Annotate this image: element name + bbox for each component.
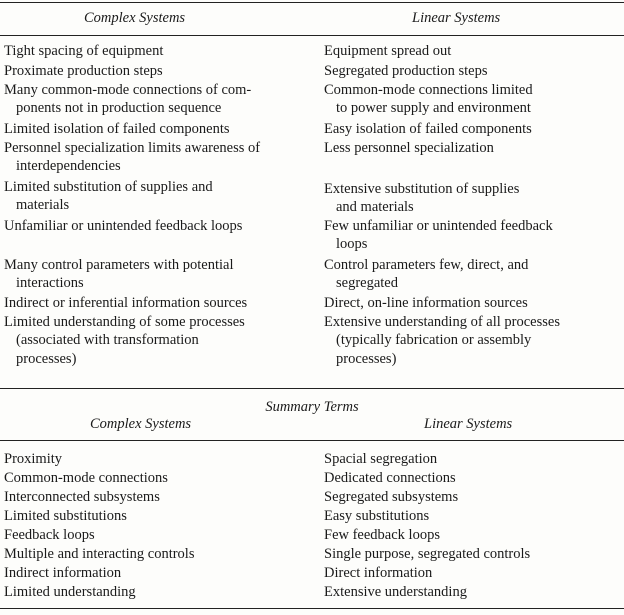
linear-cell: Few unfamiliar or unintended feedback loops	[324, 218, 553, 253]
linear-cell: Single purpose, segregated controls	[324, 546, 531, 562]
complex-cell: Limited understanding of some processes (associated with transformation processes)	[4, 314, 245, 367]
complex-cell: Limited substitutions	[4, 508, 127, 524]
linear-cell: Segregated subsystems	[324, 489, 459, 505]
complex-cell: Limited isolation of failed components	[4, 121, 230, 137]
linear-systems-header: Linear Systems	[412, 10, 501, 26]
complex-systems-header: Complex Systems	[84, 10, 186, 26]
linear-cell: Extensive understanding	[324, 584, 467, 600]
linear-cell: Extensive substitution of supplies and materials	[324, 181, 520, 216]
linear-cell: Direct, on-line information sources	[324, 295, 528, 311]
complex-cell: Feedback loops	[4, 527, 95, 543]
linear-cell: Segregated production steps	[324, 63, 488, 79]
complex-cell: Common-mode connections	[4, 470, 168, 486]
complex-cell: Multiple and interacting controls	[4, 546, 195, 562]
complex-cell: Many common-mode connections of com- ponents not in production sequence	[4, 82, 252, 117]
complex-cell: Limited understanding	[4, 584, 136, 600]
complex-cell: Proximity	[4, 451, 63, 467]
section-rule	[0, 388, 624, 389]
table-bottom-rule	[0, 608, 624, 609]
linear-cell: Few feedback loops	[324, 527, 440, 543]
complex-cell: Indirect information	[4, 565, 122, 581]
summary-terms-title: Summary Terms	[265, 399, 359, 415]
complex-cell: Many control parameters with potential interactions	[4, 257, 234, 292]
complex-cell: Unfamiliar or unintended feedback loops	[4, 218, 243, 234]
summary-linear-header: Linear Systems	[424, 416, 513, 432]
linear-cell: Spacial segregation	[324, 451, 438, 467]
linear-cell: Common-mode connections limited to power supply and environment	[324, 82, 533, 117]
complex-cell: Limited substitution of supplies and materials	[4, 179, 213, 214]
linear-cell: Less personnel specialization	[324, 140, 494, 156]
complex-cell: Tight spacing of equipment	[4, 43, 164, 59]
complex-cell: Personnel specialization limits awareness of interdependencies	[4, 140, 261, 175]
linear-cell: Easy isolation of failed components	[324, 121, 532, 137]
complex-cell: Indirect or inferential information sources	[4, 295, 248, 311]
linear-cell: Equipment spread out	[324, 43, 452, 59]
complex-cell: Proximate production steps	[4, 63, 163, 79]
summary-complex-header: Complex Systems	[90, 416, 192, 432]
linear-cell: Easy substitutions	[324, 508, 430, 524]
linear-cell: Control parameters few, direct, and segregated	[324, 257, 529, 292]
complex-cell: Interconnected subsystems	[4, 489, 160, 505]
table-top-rule	[0, 2, 624, 3]
linear-cell: Extensive understanding of all processes (typically fabrication or assembly processes)	[324, 314, 560, 367]
summary-header-rule	[0, 440, 624, 441]
header-rule	[0, 35, 624, 36]
linear-cell: Dedicated connections	[324, 470, 456, 486]
linear-cell: Direct information	[324, 565, 433, 581]
